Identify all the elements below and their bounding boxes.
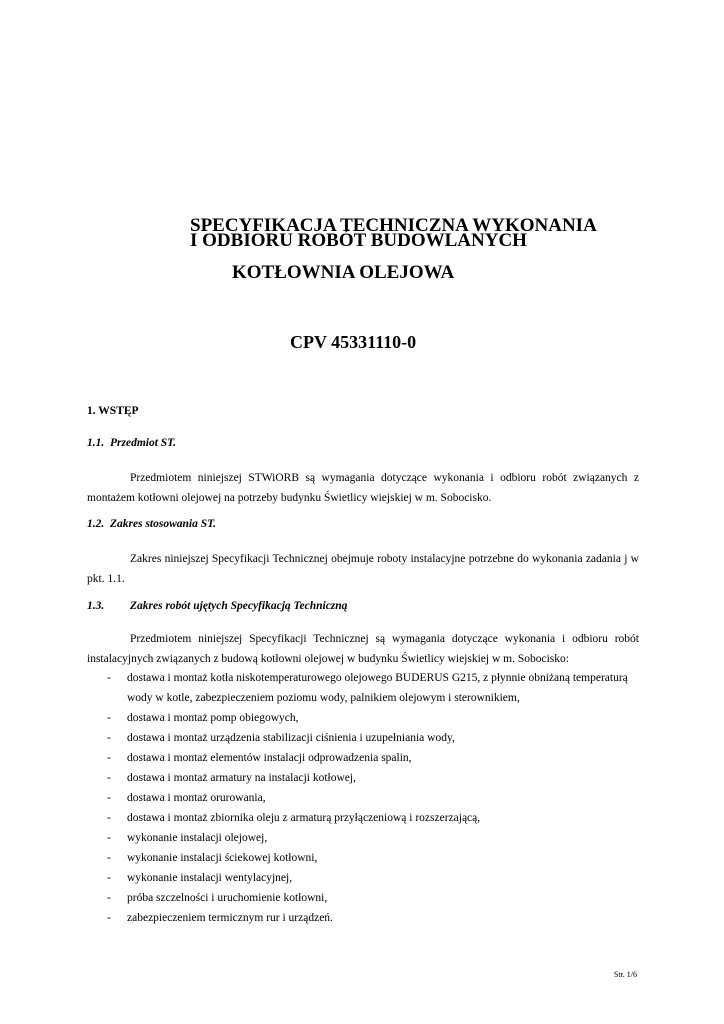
list-item: - dostawa i montaż kotła niskotemperaturowego olejowego BUDERUS G215, z płynnie obniżaną temperaturą wody w kotle, zabezpieczeniem poziomu wody, palnikiem olejowym i sterownikiem, — [107, 672, 628, 704]
section-1-2-heading — [87, 518, 216, 530]
list-item: - zabezpieczeniem termicznym rur i urządzeń. — [107, 912, 333, 924]
section-1-1-number: 1.1. — [87, 437, 105, 449]
document-subtitle: KOTŁOWNIA OLEJOWA — [232, 262, 455, 283]
list-item: - próba szczelności i uruchomienie kotłowni, — [107, 892, 328, 904]
list-item: - wykonanie instalacji ściekowej kotłowni, — [107, 852, 318, 864]
list-item: - wykonanie instalacji wentylacyjnej, — [107, 872, 293, 884]
list-item: - wykonanie instalacji olejowej, — [107, 832, 268, 844]
section-1-3-heading — [87, 600, 347, 612]
section-1-2-title: Zakres stosowania ST. — [110, 518, 216, 530]
list-item: - dostawa i montaż orurowania, — [107, 792, 266, 804]
section-1-1-paragraph: Przedmiotem niniejszej STWiORB są wymagania dotyczące wykonania i odbioru robót związanych z montażem kotłowni olejowej na potrzeby budynku Świetlicy wiejskiej w m. Sobocisko. — [87, 472, 639, 504]
list-item: - dostawa i montaż armatury na instalacji kotłowej, — [107, 772, 356, 784]
page-number: Str. 1/6 — [613, 970, 637, 979]
section-1-2-paragraph: Zakres niniejszej Specyfikacji Technicznej obejmuje roboty instalacyjne potrzebne do wykonania zadania j w pkt. 1.1. — [87, 553, 639, 585]
list-item: - dostawa i montaż elementów instalacji odprowadzenia spalin, — [107, 752, 412, 764]
title-line-1: SPECYFIKACJA TECHNICZNA WYKONANIA — [190, 215, 597, 236]
section-1-1-heading — [87, 437, 176, 449]
section-1-1-title: Przedmiot ST. — [110, 437, 177, 449]
document-title — [190, 215, 650, 251]
section-1-3-number: 1.3. — [87, 600, 105, 612]
list-item: - dostawa i montaż pomp obiegowych, — [107, 712, 299, 724]
title-line-2: I ODBIORU ROBÓT BUDOWLANYCH — [190, 230, 527, 251]
section-1-3-title: Zakres robót ujętych Specyfikacją Techniczną — [130, 600, 348, 612]
list-item: - dostawa i montaż urządzenia stabilizacji ciśnienia i uzupełniania wody, — [107, 732, 455, 744]
section-1-heading: 1. WSTĘP — [87, 405, 139, 417]
scope-list — [87, 668, 639, 928]
section-1-3-paragraph: Przedmiotem niniejszej Specyfikacji Technicznej są wymagania dotyczące wykonania i odbioru robót instalacyjnych związanych z budową kotłowni olejowej w budynku Świetlicy wiejskiej w m. Sobocisko: — [87, 633, 639, 665]
list-item: - dostawa i montaż zbiornika oleju z armaturą przyłączeniową i rozszerzającą, — [107, 812, 481, 824]
section-1-2-number: 1.2. — [87, 518, 105, 530]
cpv-code: CPV 45331110-0 — [290, 332, 417, 352]
